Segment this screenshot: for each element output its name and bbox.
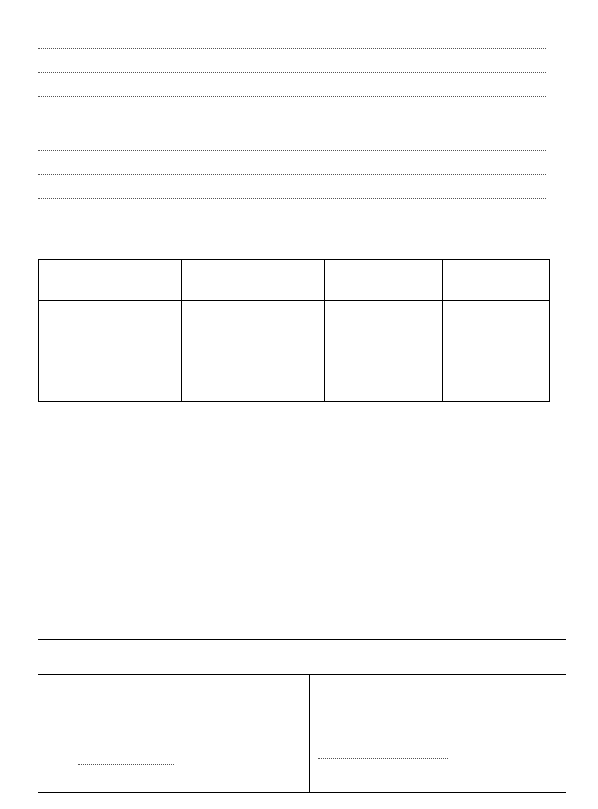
skills-line-2 xyxy=(38,174,546,175)
official-title-rule xyxy=(38,674,566,675)
references-table xyxy=(38,259,550,402)
skills-line-3 xyxy=(38,198,546,199)
official-top-rule xyxy=(38,639,566,640)
achievements-line-2 xyxy=(38,72,546,73)
cell-position[interactable] xyxy=(182,301,325,402)
skills-line-1 xyxy=(38,150,546,151)
right-signature-dotline xyxy=(318,758,448,759)
official-column-divider xyxy=(309,674,310,792)
cell-workplace-phone[interactable] xyxy=(325,301,443,402)
official-bottom-rule xyxy=(38,792,566,793)
references-entry-row xyxy=(39,301,550,402)
references-header-row xyxy=(39,260,550,301)
achievements-line-1 xyxy=(38,48,546,49)
col-position-header xyxy=(182,260,325,301)
cell-relationship[interactable] xyxy=(443,301,550,402)
cell-name[interactable] xyxy=(39,301,182,402)
achievements-line-3 xyxy=(38,96,546,97)
col-workplace-phone-header xyxy=(325,260,443,301)
left-signature-dotline xyxy=(78,764,174,765)
col-name-header xyxy=(39,260,182,301)
col-relationship-header xyxy=(443,260,550,301)
